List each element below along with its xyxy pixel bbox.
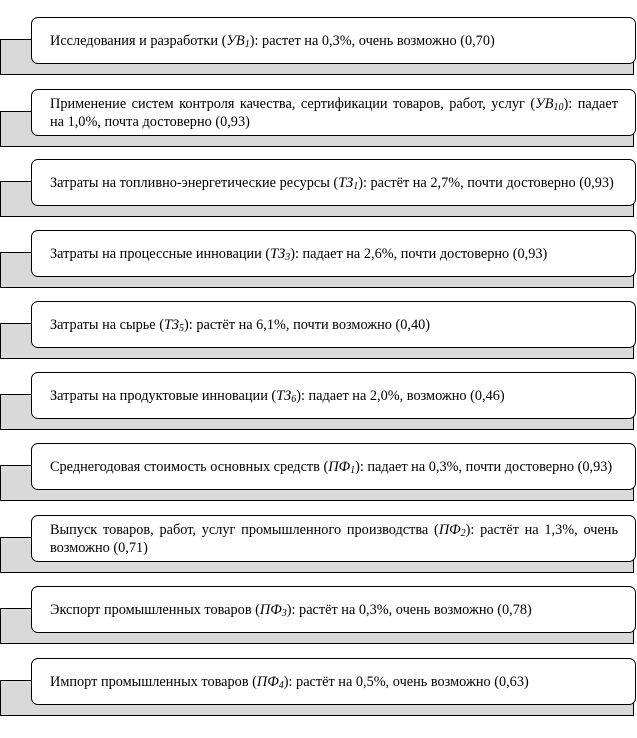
item-row-7	[0, 443, 637, 503]
item-text: Затраты на процессные инновации $(ТЗ_3)$: падает на 2,6%, почти достоверно (0,93)	[50, 245, 548, 263]
item-box-5	[31, 301, 636, 348]
item-box-8	[31, 515, 636, 562]
item-text: Среднегодовая стоимость основных средств $(ПФ_1)$: падает на 0,3%, почти достоверно (0,93)	[50, 458, 613, 476]
item-row-10	[0, 658, 637, 718]
item-row-1	[0, 17, 637, 77]
item-box-3	[31, 159, 636, 206]
item-box-10	[31, 658, 636, 705]
item-row-2	[0, 89, 637, 149]
item-row-3	[0, 159, 637, 219]
item-box-2	[31, 89, 636, 136]
item-text: Применение систем контроля качества, сертификации товаров, работ, услуг $(УВ_{10})$: падает на 1,0%, почта достоверно (0,93)	[50, 95, 618, 130]
item-text: Затраты на топливно-энергетические ресурсы $(ТЗ_1)$: растёт на 2,7%, почти достоверно (0,93)	[50, 174, 614, 192]
item-text: Выпуск товаров, работ, услуг промышленного производства $(ПФ_2)$: растёт на 1,3%, очень возможно (0,71)	[50, 521, 618, 556]
item-text: Импорт промышленных товаров $(ПФ_4)$: растёт на 0,5%, очень возможно (0,63)	[50, 673, 529, 691]
item-row-8	[0, 515, 637, 575]
item-box-9	[31, 586, 636, 633]
item-text: Затраты на сырье $(ТЗ_5)$: растёт на 6,1%, почти возможно (0,40)	[50, 316, 431, 334]
item-row-9	[0, 586, 637, 646]
item-text: Затраты на продуктовые инновации $(ТЗ_6)$: падает на 2,0%, возможно (0,46)	[50, 387, 505, 405]
item-box-7	[31, 443, 636, 490]
item-row-4	[0, 230, 637, 290]
item-row-5	[0, 301, 637, 361]
item-box-6	[31, 372, 636, 419]
item-box-4	[31, 230, 636, 277]
item-text: Экспорт промышленных товаров $(ПФ_3)$: растёт на 0,3%, очень возможно (0,78)	[50, 601, 532, 619]
item-box-1	[31, 17, 636, 64]
item-row-6	[0, 372, 637, 432]
item-text: Исследования и разработки $(УВ_1)$: растет на 0,3%, очень возможно (0,70)	[50, 32, 495, 50]
